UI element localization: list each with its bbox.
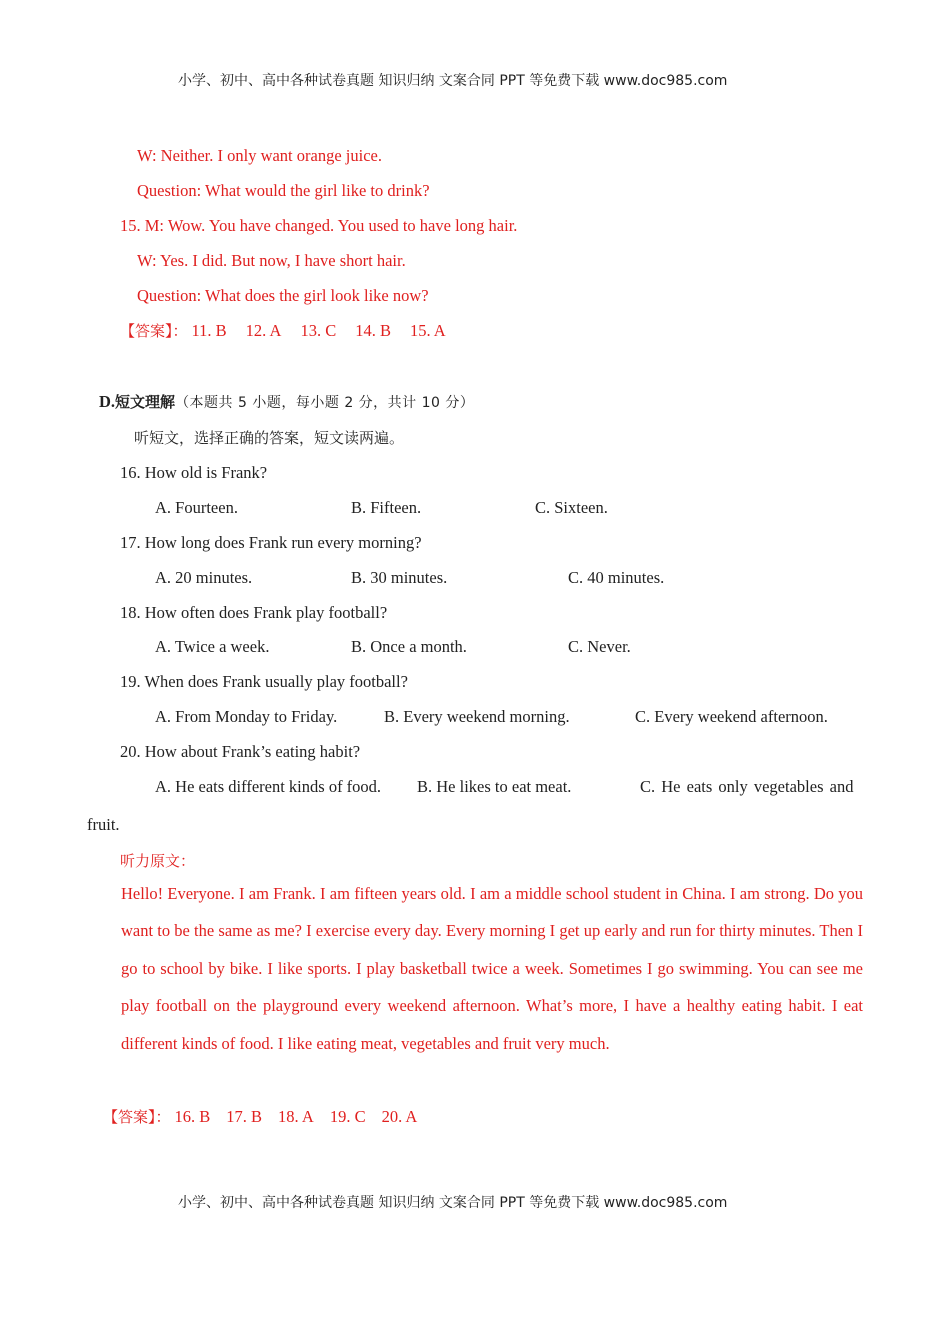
section-note: （本题共 5 小题，每小题 2 分，共计 10 分） xyxy=(175,395,475,411)
dialog-15-m-line: 15. M: Wow. You have changed. You used to have long hair. xyxy=(120,216,518,235)
page-footer: 小学、初中、高中各种试卷真题 知识归纳 文案合同 PPT 等免费下载 www.doc985.com xyxy=(178,1195,728,1211)
option-20-a: A. He eats different kinds of food. xyxy=(155,777,382,796)
page-header: 小学、初中、高中各种试卷真题 知识归纳 文案合同 PPT 等免费下载 www.doc985.com xyxy=(178,73,728,89)
answers-row-2 xyxy=(103,1107,417,1127)
answer-item: 20. A xyxy=(381,1107,418,1126)
question-17: 17. How long does Frank run every morning? xyxy=(120,533,422,552)
script-label: 听力原文： xyxy=(120,852,196,870)
dialog-15-w-line: W: Yes. I did. But now, I have short hair. xyxy=(137,251,406,270)
option-20-c: C. He eats only vegetables and xyxy=(640,777,854,796)
answer-label: 【答案】： xyxy=(103,1108,171,1126)
dialog-question: Question: What would the girl like to drink? xyxy=(137,181,430,200)
question-18: 18. How often does Frank play football? xyxy=(120,603,388,622)
option-20-b: B. He likes to eat meat. xyxy=(417,777,572,796)
answer-item: 14. B xyxy=(355,321,391,340)
section-title: 短文理解 xyxy=(115,393,176,411)
option-16-a: A. Fourteen. xyxy=(155,498,238,517)
option-16-b: B. Fifteen. xyxy=(351,498,422,517)
answer-label: 【答案】： xyxy=(120,322,188,340)
option-17-b: B. 30 minutes. xyxy=(351,568,448,587)
listening-script: Hello! Everyone. I am Frank. I am fifteen years old. I am a middle school student in China. I am strong. Do you want to be the same as me? I exercise every day. Every morning I get up early and run for thirty minutes. Then I go to school by bike. I like sports. I play basketball twice a week. Sometimes I go swimming. You can see me play football on the playground every weekend afternoon. What’s more, I have a healthy eating habit. I eat different kinds of food. I like eating meat, vegetables and fruit very much. xyxy=(121,884,863,1053)
option-16-c: C. Sixteen. xyxy=(535,498,608,517)
answer-item: 12. A xyxy=(245,321,282,340)
section-instruction: 听短文，选择正确的答案，短文读两遍。 xyxy=(134,429,405,447)
dialog-15-question: Question: What does the girl look like now? xyxy=(137,286,429,305)
question-19: 19. When does Frank usually play football? xyxy=(120,672,408,691)
question-16: 16. How old is Frank? xyxy=(120,463,268,482)
answer-item: 15. A xyxy=(409,321,446,340)
answer-item: 18. A xyxy=(278,1107,314,1126)
option-19-a: A. From Monday to Friday. xyxy=(155,707,338,726)
answers-row-1 xyxy=(120,321,446,341)
answer-item: 13. C xyxy=(300,321,337,340)
section-d-heading xyxy=(99,391,474,412)
answer-item: 19. C xyxy=(329,1107,366,1126)
section-letter: D. xyxy=(99,392,116,411)
option-18-b: B. Once a month. xyxy=(351,637,467,656)
option-20-c-continued: fruit. xyxy=(87,815,120,834)
dialog-w-line: W: Neither. I only want orange juice. xyxy=(137,146,382,165)
option-18-a: A. Twice a week. xyxy=(155,637,270,656)
answer-item: 11. B xyxy=(191,321,227,340)
question-20: 20. How about Frank’s eating habit? xyxy=(120,742,361,761)
answer-item: 17. B xyxy=(226,1107,263,1126)
option-19-c: C. Every weekend afternoon. xyxy=(635,707,828,726)
option-17-c: C. 40 minutes. xyxy=(568,568,665,587)
option-19-b: B. Every weekend morning. xyxy=(384,707,570,726)
option-18-c: C. Never. xyxy=(568,637,631,656)
option-17-a: A. 20 minutes. xyxy=(155,568,253,587)
answer-item: 16. B xyxy=(174,1107,211,1126)
